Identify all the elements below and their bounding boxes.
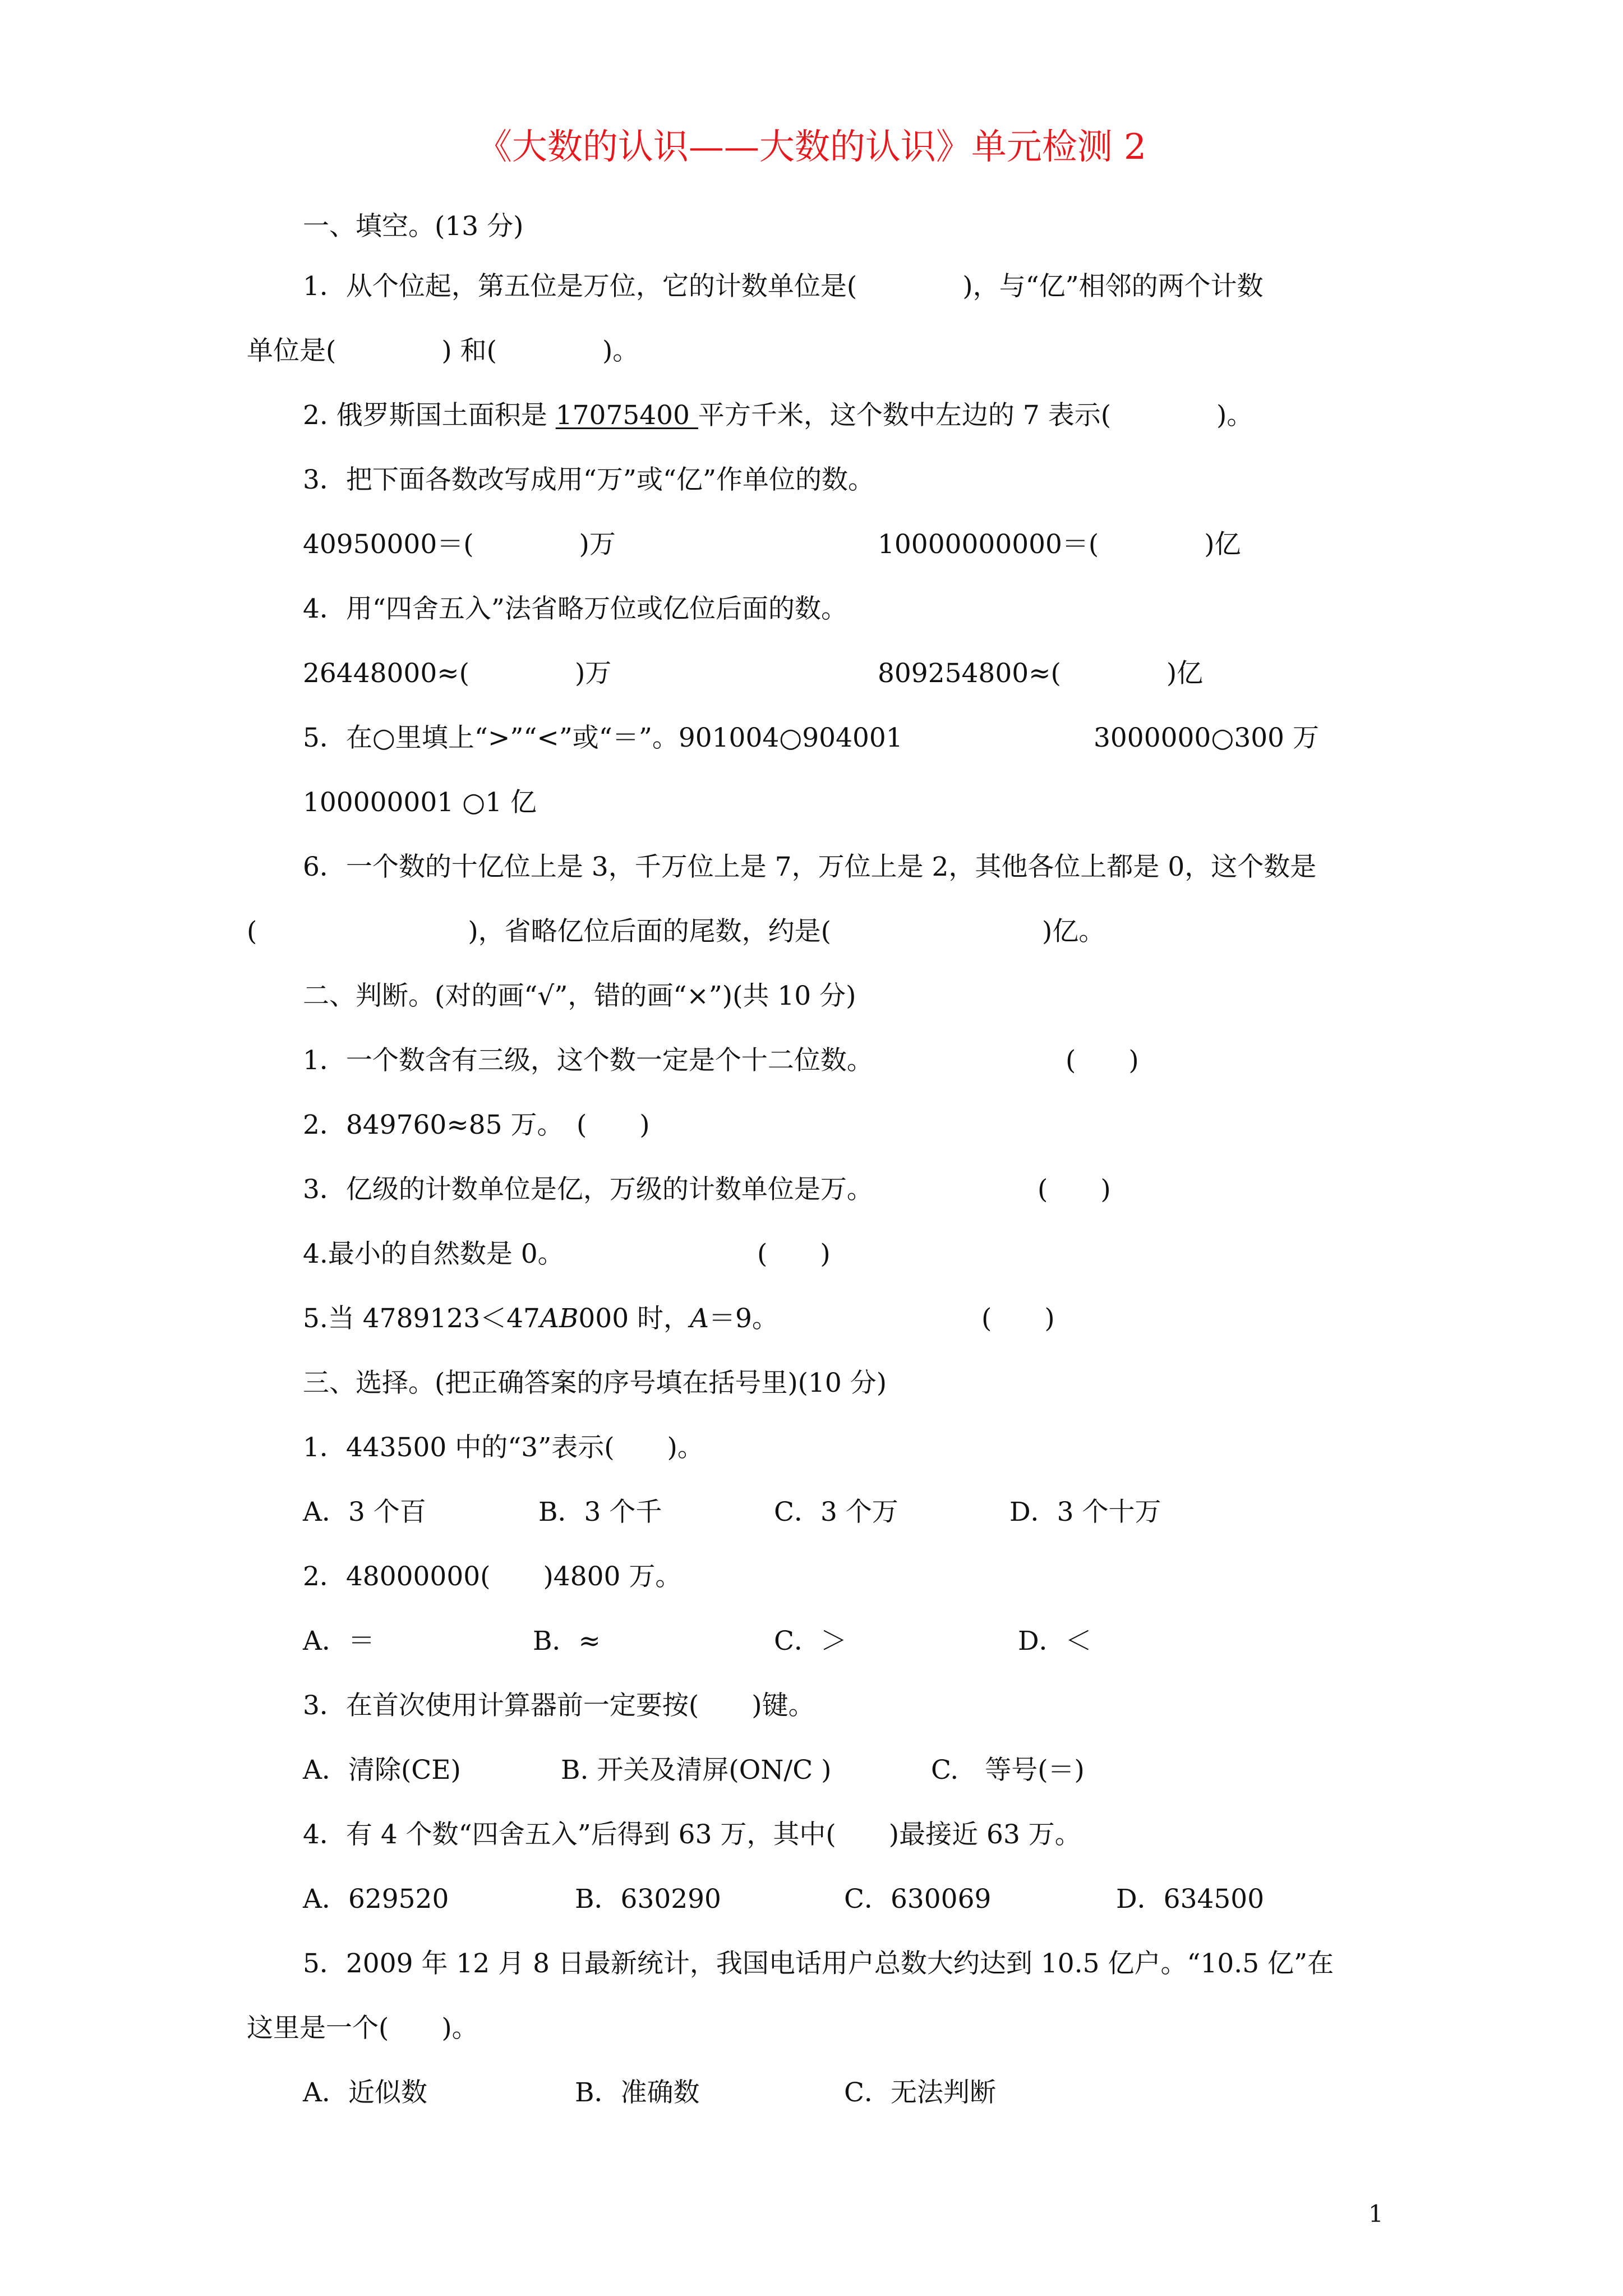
s1-q2 [303,399,1253,432]
s2-q4-answer-paren: ( ) [757,1239,831,1269]
s2-q3: 3．亿级的计数单位是亿，万级的计数单位是万。 [303,1174,873,1205]
s1-q1-line1: 1．从个位起，第五位是万位，它的计数单位是( )，与“亿”相邻的两个计数 [303,271,1264,302]
s3-q2-option: A．＝ [303,1626,375,1657]
page-number: 1 [1368,2200,1384,2228]
s3-q3-option: A．清除(CE) [303,1755,461,1786]
s1-q5-a: 5．在○里填上“>”“<”或“＝”。901004○904001 [303,723,903,753]
s1-q6-line2: ( )，省略亿位后面的尾数，约是( )亿。 [247,916,1105,947]
s3-q4-option: A．629520 [303,1884,449,1915]
s2-q5-suffix: ＝9。 [709,1303,778,1334]
s1-q3-b: 10000000000＝( )亿 [878,529,1241,560]
s3-q2-option: B．≈ [533,1626,601,1657]
s3-q2-option: D．＜ [1018,1626,1092,1657]
s3-q1-option: A．3 个百 [303,1497,426,1527]
s2-q4: 4.最小的自然数是 0。 [303,1239,564,1269]
s1-q2-prefix: 2. 俄罗斯国土面积是 [303,400,556,431]
s2-q5-prefix: 5.当 4789123＜47 [303,1303,540,1334]
s2-q5-mid: 000 时， [578,1303,690,1334]
s1-q4: 4．用“四舍五入”法省略万位或亿位后面的数。 [303,593,847,624]
s3-q3-option: C. 等号(＝) [931,1755,1085,1786]
s1-q5-c: 100000001 ○1 亿 [303,787,537,818]
s3-q2: 2．48000000( )4800 万。 [303,1561,682,1592]
s1-q3-a: 40950000＝( )万 [303,529,616,560]
s3-q5-line2: 这里是一个( )。 [247,2013,478,2044]
s1-q4-a: 26448000≈( )万 [303,658,612,689]
s1-q2-suffix: 平方千米，这个数中左边的 7 表示( )。 [698,400,1253,431]
s3-q2-option: C．＞ [774,1626,847,1657]
s1-q4-b: 809254800≈( )亿 [878,658,1204,689]
s2-q2: 2．849760≈85 万。 ( ) [303,1110,650,1140]
s2-q5-a: A [690,1303,709,1334]
section-1-heading: 一、填空。(13 分) [303,211,524,242]
s1-q6-line1: 6．一个数的十亿位上是 3，千万位上是 7，万位上是 2，其他各位上都是 0，这个数是 [303,852,1317,882]
s1-q3: 3．把下面各数改写成用“万”或“亿”作单位的数。 [303,464,875,495]
s3-q1-option: D．3 个十万 [1009,1497,1161,1527]
s3-q1-option: C．3 个万 [774,1497,898,1527]
s3-q3-option: B. 开关及清屏(ON/C ) [561,1755,832,1786]
s3-q4-option: B．630290 [575,1884,721,1915]
section-3-heading: 三、选择。(把正确答案的序号填在括号里)(10 分) [303,1368,887,1398]
s3-q5-option: B．准确数 [575,2077,700,2108]
s2-q3-answer-paren: ( ) [1038,1174,1111,1205]
section-2-heading: 二、判断。(对的画“√”，错的画“×”)(共 10 分) [303,981,856,1011]
s3-q5-option: A．近似数 [303,2077,427,2108]
s1-q1-line2: 单位是( ) 和( )。 [247,335,639,366]
s2-q5-ab: AB [540,1303,579,1334]
s2-q1: 1．一个数含有三级，这个数一定是个十二位数。 [303,1045,873,1076]
s3-q1: 1．443500 中的“3”表示( )。 [303,1432,704,1463]
s2-q5-answer-paren: ( ) [981,1303,1055,1334]
s2-q5 [303,1302,778,1336]
s3-q5-line1: 5．2009 年 12 月 8 日最新统计，我国电话用户总数大约达到 10.5 亿户。“10.5 亿”在 [303,1948,1334,1979]
s3-q5-option: C．无法判断 [844,2077,996,2108]
page-title: 《大数的认识——大数的认识》单元检测 2 [476,126,1147,167]
s3-q4-option: D．634500 [1116,1884,1265,1915]
s2-q1-answer-paren: ( ) [1066,1045,1139,1076]
s3-q4: 4．有 4 个数“四舍五入”后得到 63 万，其中( )最接近 63 万。 [303,1819,1081,1850]
s3-q4-option: C．630069 [844,1884,992,1915]
s1-q5-b: 3000000○300 万 [1094,723,1319,753]
s3-q1-option: B．3 个千 [538,1497,662,1527]
s3-q3: 3．在首次使用计算器前一定要按( )键。 [303,1690,815,1721]
s1-q2-number: 17075400 [555,400,698,431]
